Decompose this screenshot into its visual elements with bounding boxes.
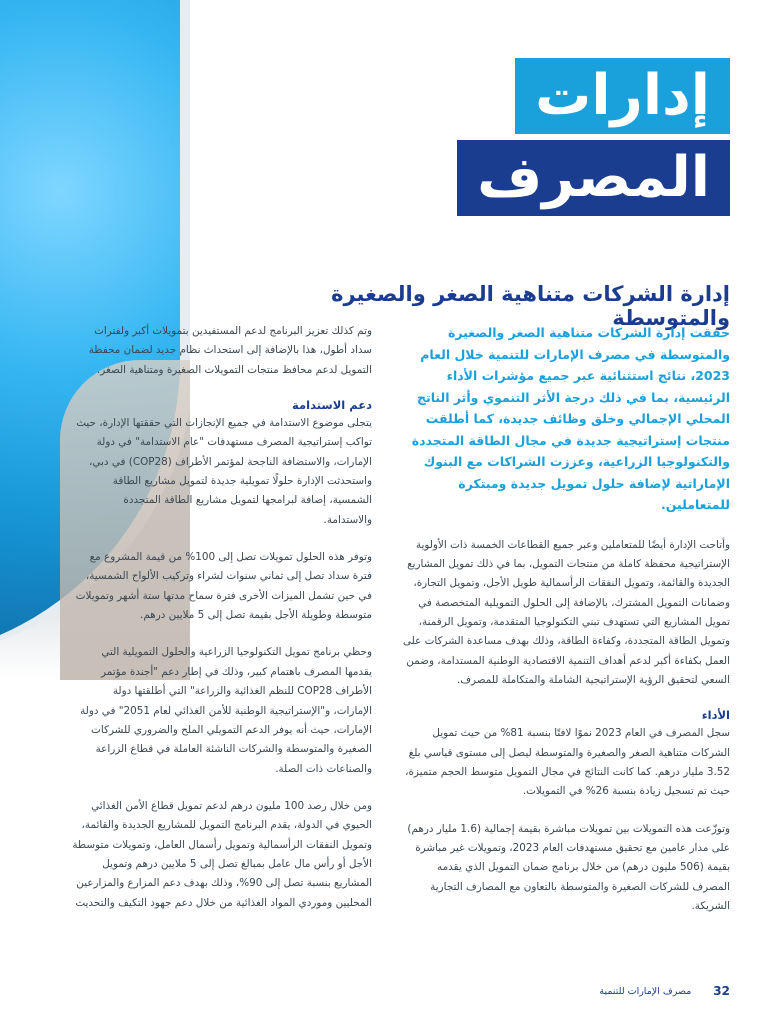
paragraph-products: وأتاحت الإدارة أيضًا للمتعاملين وعبر جميع القطاعات الخمسة ذات الأولوية الإستراتيجية محفظة كاملة من منتجات التمويل، بما في ذلك تمويل المشاريع الجديدة والقائمة، وتمويل النفقات الرأسمالية طويل الأجل، وتمويل التجارة، وضمانات التمويل المشترك، بالإضافة إلى الحلول التمويلية المتخصصة في تمويل المشاريع التي تستهدف تبني التكنولوجيا المتقدمة، وتمويل الرقمنة، وتمويل الطاقة المتجددة، وكفاءة الطاقة، وذلك بهدف مساعدة الشركات على العمل بكفاءة أكبر لدعم أهداف التنمية الاقتصادية الوطنية المستدامة، وضمن السعي لتحقيق الرؤية الإستراتيجية الشاملة والمتكاملة للمصرف. [402,538,730,686]
paragraph-distribution: وتوزّعت هذه التمويلات بين تمويلات مباشرة بقيمة إجمالية (1.6 مليار درهم) على مدار عامين مع تحقيق مستهدفات العام 2023، وتمويلات غير مباشرة بقيمة (506 مليون درهم) من خلال برنامج ضمان التمويل الذي يقدمه المصرف للشركات الصغيرة والمتوسطة بالتعاون مع المصارف التجارية الشريكة. [407,822,730,912]
paragraph-food-security: ومن خلال رصد 100 مليون درهم لدعم تمويل قطاع الأمن الغذائي الحيوي في الدولة، يقدم البرنامج التمويل للمشاريع الجديدة والقائمة، وتمويل النفقات الرأسمالية وتمويل رأسمال العامل، وتمويلات متوسطة الأجل أو رأس مال عامل بمبالغ تصل إلى 5 ملايين درهم وتمويل المشاريع بنسبة تصل إلى 90%، وذلك بهدف دعم المزارع والمزارعين المحليين وموردي المواد الغذائية من خلال دعم جهود التكيف والتحديث [72,799,372,909]
section-title: إدارة الشركات متناهية الصغر والصغيرة والمتوسطة [331,282,730,330]
lead-paragraph: حققت إدارة الشركات متناهية الصغر والصغيرة والمتوسطة في مصرف الإمارات للتنمية خلال العام 2023، نتائج استثنائية عبر جميع مؤشرات الأداء الرئيسية، بما في ذلك درجة الأثر التنموي وأثر الناتج المحلي الإجمالي وخلق وظائف جديدة، كما أطلقت منتجات إستراتيجية جديدة في مجال الطاقة المتجددة والتكنولوجيا الزراعية، وعززت الشراكات مع البنوك الإماراتية لإضافة حلول تمويل جديدة ومبتكرة للمتعاملين. [411,325,730,512]
paragraph-solar: وتوفر هذه الحلول تمويلات تصل إلى 100% من قيمة المشروع مع فترة سداد تصل إلى ثماني سنوات لشراء وتركيب الألواح الشمسية، في حين تشمل الميزات الأخرى فترة سماح مدتها ستة أشهر وتمويلات متوسطة وطويلة الأجل بقيمة تصل إلى 5 ملايين درهم. [75,551,372,622]
left-column [72,322,372,931]
publication-name: مصرف الإمارات للتنمية [599,985,692,997]
paragraph-performance: سجل المصرف في العام 2023 نموًا لافتًا بنسبة 81% من حيث تمويل الشركات متناهية الصغر والصغيرة والمتوسطة ليصل إلى مستوى قياسي بلغ 3.52 مليار درهم. كما كانت النتائج في مجال التمويل متوسط الحجم متميزة، حيث تم تسجيل زيادة بنسبة 26% في التمويلات. [405,727,730,798]
paragraph-program: وتم كذلك تعزيز البرنامج لدعم المستفيدين بتمويلات أكبر ولفترات سداد أطول، هذا بالإضافة إلى استحداث نظام جديد لضمان محفظة التمويل لدعم محافظ منتجات التمويلات الصغيرة ومتناهية الصغر. [88,325,372,376]
paragraph-agritech: وحظي برنامج تمويل التكنولوجيا الزراعية والحلول التمويلية التي يقدمها المصرف باهتمام كبير، وذلك في إطار دعم "أجندة مؤتمر الأطراف COP28 للنظم الغذائية والزراعة" التي أطلقتها دولة الإمارات، و"الإستراتيجية الوطنية للأمن الغذائي لعام 2051" في دولة الإمارات، حيث أنه يوفر الدعم التمويلي الملح والضروري للشركات الصغيرة والمتوسطة والشركات الناشئة العاملة في قطاع الزراعة والصناعات ذات الصلة. [80,646,372,775]
performance-heading: الأداء [701,708,730,723]
sustainability-heading: دعم الاستدامة [292,398,372,413]
title-line-1: إدارات [515,58,730,134]
page-footer [599,984,730,998]
right-column [400,322,730,934]
title-line-2: المصرف [457,140,730,216]
page-number: 32 [713,984,730,998]
paragraph-sustainability: يتجلى موضوع الاستدامة في جميع الإنجازات التي حققتها الإدارة، حيث تواكب إستراتيجية المصرف مستهدفات "عام الاستدامة" في دولة الإمارات، والاستضافة الناجحة لمؤتمر الأطراف (COP28) في دبي، واستحدثت الإدارة حلولًا تمويلية جديدة لتمويل مشاريع الطاقة الشمسية، إضافة لبرامجها لتمويل مشاريع الطاقة المتجددة والاستدامة. [76,417,372,526]
